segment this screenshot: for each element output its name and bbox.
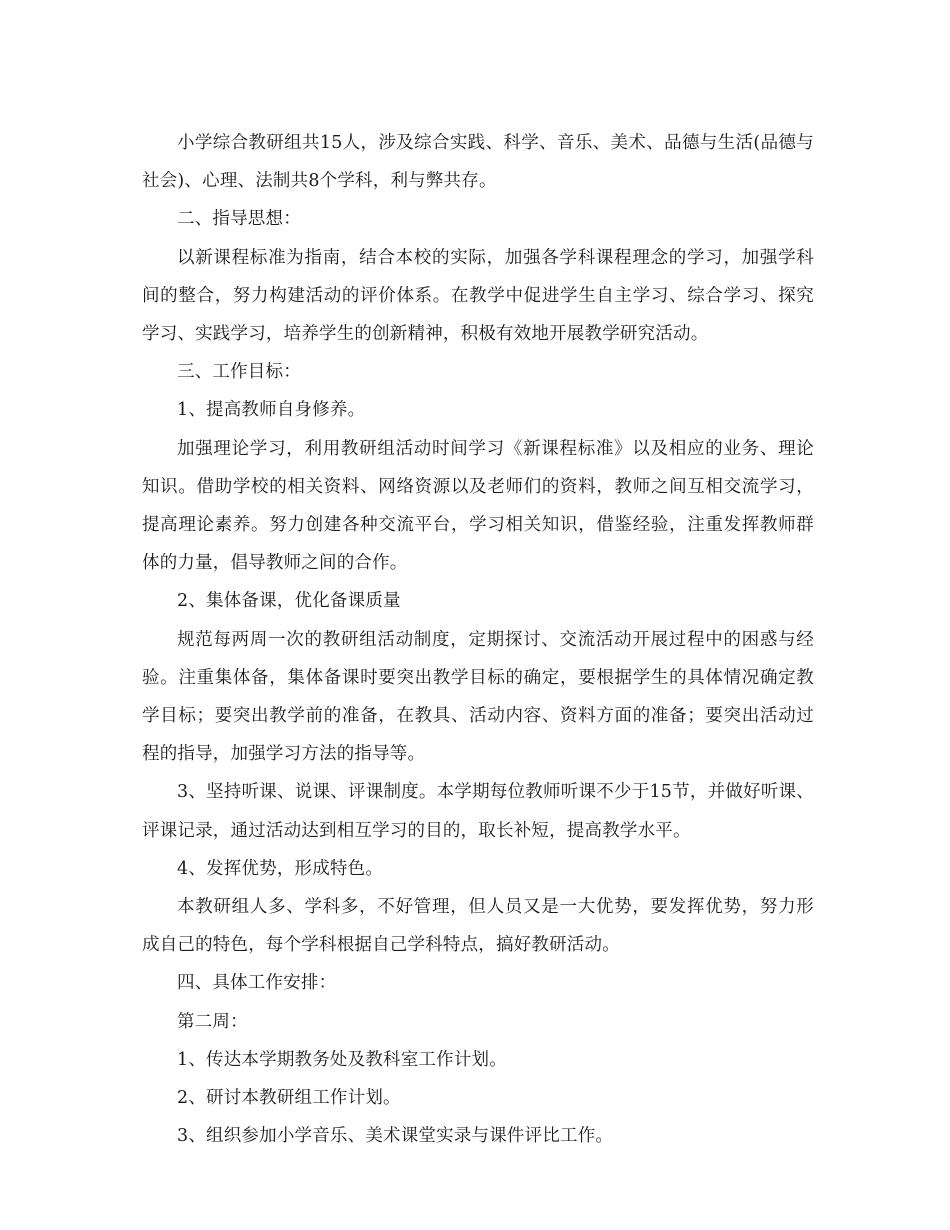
paragraph-guiding-ideas: 以新课程标准为指南，结合本校的实际，加强各学科课程理念的学习，加强学科间的整合，努力构建活动的评价体系。在教学中促进学生自主学习、综合学习、探究学习、实践学习，培养学生的创新精神，积极有效地开展教学研究活动。 [142,247,814,345]
paragraph-goal-2: 规范每两周一次的教研组活动制度，定期探讨、交流活动开展过程中的困惑与经验。注重集体备，集体备课时要突出教学目标的确定，要根据学生的具体情况确定教学目标；要突出教学前的准备，在教具、活动内容、资料方面的准备；要突出活动过程的指导，加强学习方法的指导等。 [142,629,814,765]
paragraph-goal-1: 加强理论学习，利用教研组活动时间学习《新课程标准》以及相应的业务、理论知识。借助学校的相关资料、网络资源以及老师们的资料，教师之间互相交流学习，提高理论素养。努力创建各种交流平台，学习相关知识，借鉴经验，注重发挥教师群体的力量，倡导教师之间的合作。 [142,438,814,574]
paragraph-goal-3: 3、坚持听课、说课、评课制度。本学期每位教师听课不少于15节，并做好听课、评课记录，通过活动达到相互学习的目的，取长补短，提高教学水平。 [142,782,814,841]
section-heading-work-goals: 三、工作目标： [177,362,301,383]
task-item-2: 2、研讨本教研组工作计划。 [177,1088,401,1109]
goal-heading-1: 1、提高教师自身修养。 [177,400,366,421]
paragraph-intro: 小学综合教研组共15人，涉及综合实践、科学、音乐、美术、品德与生活(品德与社会)、心理、法制共8个学科，利与弊共存。 [142,133,814,192]
goal-heading-4: 4、发挥优势，形成特色。 [177,858,384,879]
paragraph-goal-4: 本教研组人多、学科多，不好管理，但人员又是一大优势，要发挥优势，努力形成自己的特色，每个学科根据自己学科特点，搞好教研活动。 [142,897,814,956]
week-heading: 第二周： [177,1011,248,1032]
task-item-1: 1、传达本学期教务处及教科室工作计划。 [177,1049,507,1070]
goal-heading-2: 2、集体备课，优化备课质量 [177,591,401,612]
section-heading-guiding-ideas: 二、指导思想： [177,209,301,230]
section-heading-arrangement: 四、具体工作安排： [177,973,337,994]
task-item-3: 3、组织参加小学音乐、美术课堂实录与课件评比工作。 [177,1126,614,1147]
document-body [142,124,814,1155]
